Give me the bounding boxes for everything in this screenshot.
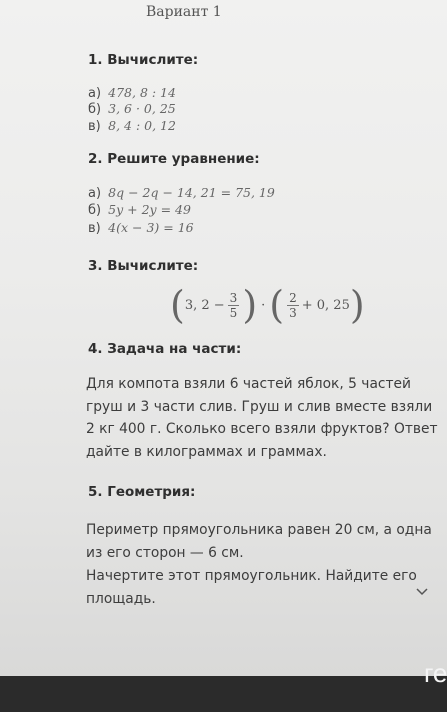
item-label: а) (88, 186, 102, 201)
task2-item-b (88, 202, 191, 218)
left-paren: ( (170, 283, 185, 327)
left-paren: ( (269, 283, 285, 327)
task5-text-1: Периметр прямоугольника равен 20 см, а одна из его сторон — 6 см. (86, 522, 432, 561)
formula-term: 3, 2 − (184, 297, 225, 313)
task1-title: 1. Вычислите: (88, 52, 199, 68)
task3-title: 3. Вычислите: (88, 258, 199, 274)
fraction-numerator: 2 (289, 290, 297, 305)
chevron-down-icon[interactable] (415, 586, 429, 601)
right-paren: ) (242, 283, 258, 327)
task4-title: 4. Задача на части: (88, 341, 242, 357)
task5-text-2: Начертите этот прямоугольник. Найдите его площадь. (86, 568, 417, 607)
fraction-denominator: 5 (229, 305, 238, 320)
right-paren: ) (349, 283, 365, 327)
item-label: б) (88, 102, 102, 117)
math-expression: 5y + 2y = 49 (108, 202, 191, 217)
task3-formula (170, 283, 365, 327)
fraction (228, 291, 240, 320)
fraction (287, 291, 299, 320)
item-label: в) (88, 221, 101, 236)
item-label: а) (88, 86, 102, 101)
fraction-denominator: 3 (289, 305, 297, 320)
task1-item-a (88, 85, 176, 101)
math-expression: 4(x − 3) = 16 (108, 220, 194, 235)
fraction-numerator: 3 (229, 290, 238, 305)
task2-item-c (88, 220, 194, 236)
math-expression: 8q − 2q − 14, 21 = 75, 19 (108, 185, 275, 200)
task4-text: Для компота взяли 6 частей яблок, 5 частей груш и 3 части слив. Груш и слив вместе взяли 2 кг 400 г. Сколько всего взяли фруктов? Ответ дайте в килограммах и граммах. (86, 376, 438, 460)
task5-title: 5. Геометрия: (88, 484, 196, 500)
task1-item-c (88, 118, 176, 134)
math-expression: 3, 6 · 0, 25 (108, 101, 176, 116)
variant-title: Вариант 1 (146, 4, 222, 20)
math-expression: 478, 8 : 14 (108, 85, 176, 100)
item-label: в) (88, 119, 101, 134)
item-label: б) (88, 203, 102, 218)
formula-term: + 0, 25 (301, 297, 350, 313)
task2-title: 2. Решите уравнение: (88, 151, 260, 167)
overlay-text: ге (424, 658, 447, 688)
math-expression: 8, 4 : 0, 12 (108, 118, 176, 133)
task1-item-b (88, 101, 176, 117)
task2-item-a (88, 185, 275, 201)
multiply-sign: · (261, 297, 266, 313)
